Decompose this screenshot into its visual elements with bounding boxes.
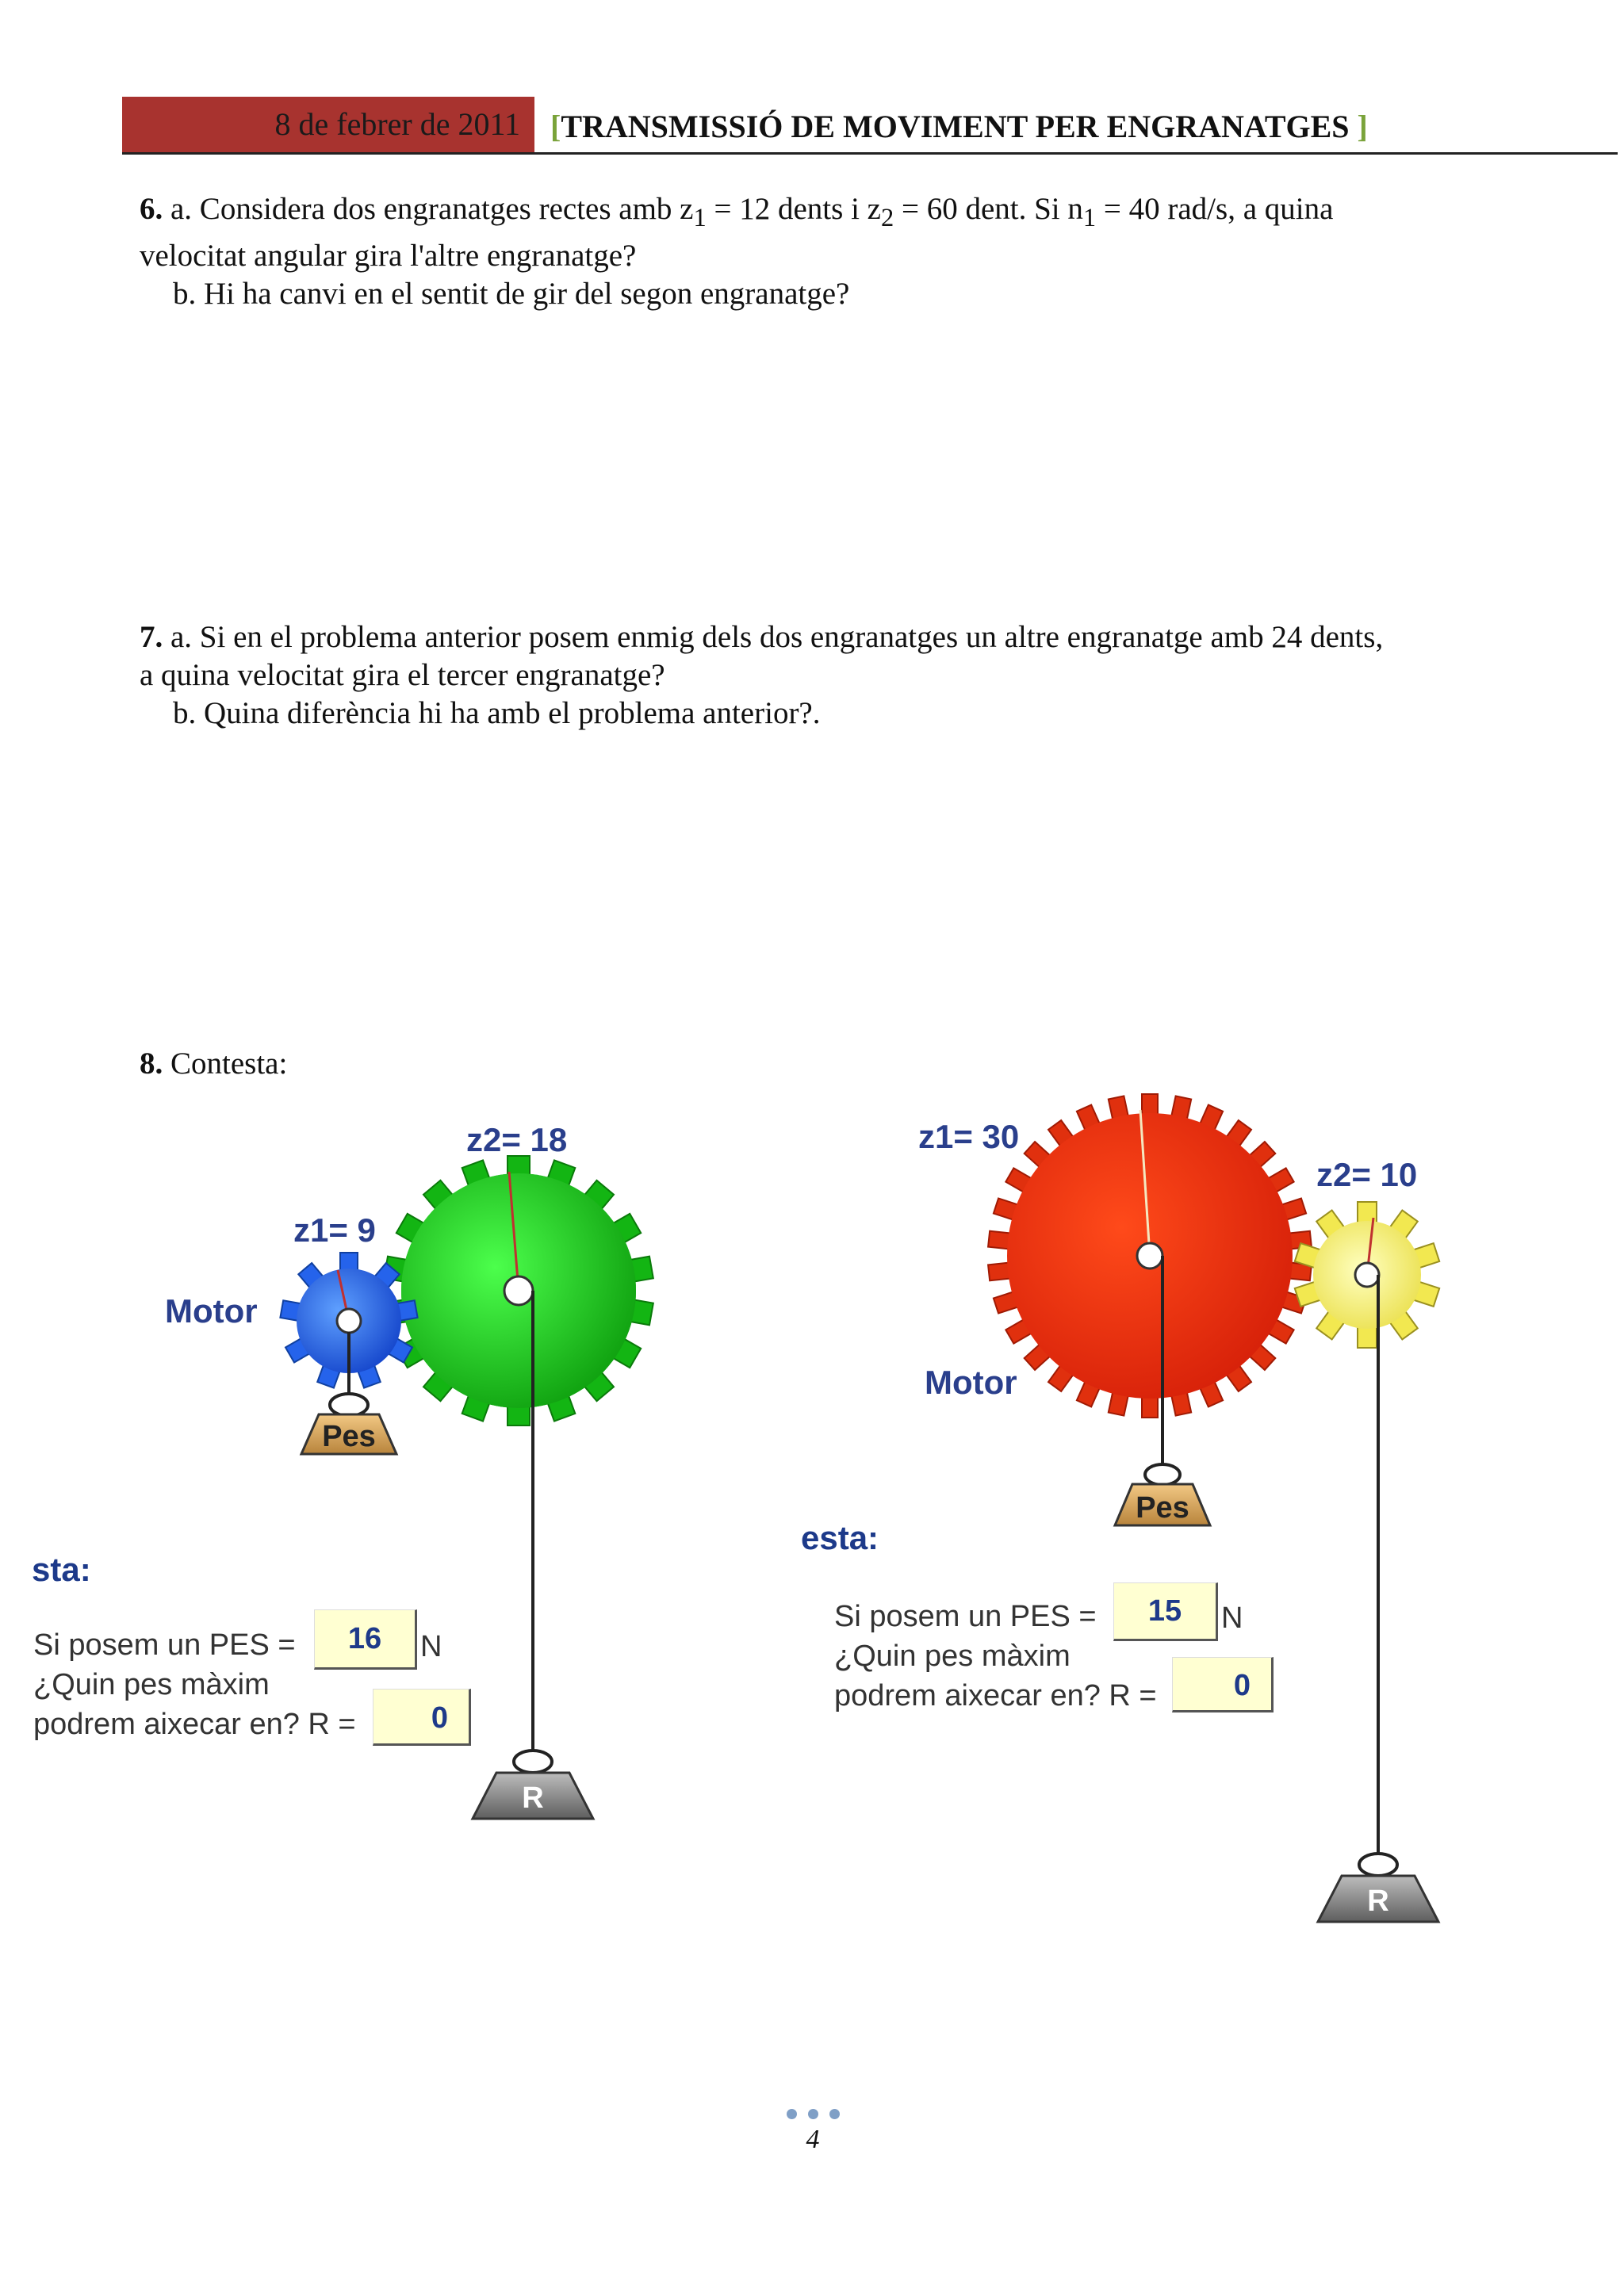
header-date: 8 de febrer de 2011 (122, 97, 534, 152)
left-section-label: sta: (32, 1551, 91, 1588)
left-unit: N (420, 1630, 442, 1663)
q6-sub-2: 2 (880, 203, 894, 232)
right-section-label: esta: (801, 1519, 879, 1556)
left-pes-line (33, 1625, 356, 1665)
left-gear-diagram (0, 1094, 714, 1871)
q7-text-a: a. Si en el problema anterior posem enmig dels dos engranatges un altre engranatge amb 24 dents, (163, 620, 1384, 654)
question-8 (140, 1045, 1519, 1083)
question-7-number: 7. (140, 620, 163, 654)
driver-gear-red (988, 1094, 1312, 1418)
q6-text-c: = 60 dent. Si n (894, 192, 1083, 226)
left-z1-label: z1= 9 (293, 1211, 376, 1249)
footer-dot (829, 2109, 840, 2119)
question-7-line-3: b. Quina diferència hi ha amb el problema anterior?. (173, 696, 821, 730)
footer-dot (787, 2109, 797, 2119)
right-gear-diagram (793, 1086, 1624, 1958)
right-form (834, 1597, 1157, 1716)
left-pes-text: Si posem un PES = (33, 1628, 296, 1662)
question-8-text: Contesta: (163, 1047, 288, 1081)
question-6 (140, 190, 1519, 313)
header-title (550, 101, 1368, 152)
driven-gear-yellow (1295, 1202, 1439, 1348)
q6-text-b: = 12 dents i z (706, 192, 881, 226)
right-pes-line (834, 1597, 1157, 1636)
page-number: 4 (806, 2125, 820, 2154)
right-r-input[interactable]: 0 (1172, 1657, 1274, 1712)
header-close-bracket: ] (1357, 109, 1368, 144)
question-7-line-1 (140, 618, 1519, 656)
question-6-number: 6. (140, 192, 163, 226)
left-pes-input[interactable]: 16 (314, 1609, 417, 1670)
right-z2-label: z2= 10 (1316, 1156, 1418, 1193)
header-title-text: TRANSMISSIÓ DE MOVIMENT PER ENGRANATGES (561, 109, 1350, 144)
right-question-line-2: podrem aixecar en? R = (834, 1679, 1157, 1712)
question-8-number: 8. (140, 1047, 163, 1081)
pes-label-left: Pes (322, 1420, 376, 1453)
driven-gear-green (384, 1156, 653, 1425)
header-rule (122, 152, 1618, 155)
left-r-input[interactable]: 0 (373, 1689, 471, 1746)
right-motor-label: Motor (925, 1364, 1017, 1401)
left-question-line-2: podrem aixecar en? R = (33, 1708, 356, 1741)
left-question-line-1: ¿Quin pes màxim (33, 1668, 270, 1701)
left-z2-label: z2= 18 (466, 1121, 568, 1158)
question-7 (140, 618, 1519, 733)
footer-dots (787, 2109, 851, 2123)
question-7-line-2: a quina velocitat gira el tercer engranatge? (140, 658, 665, 692)
pes-label-right: Pes (1136, 1491, 1189, 1525)
left-form (33, 1625, 356, 1744)
r-weight-right (1318, 1854, 1438, 1922)
r-label-left: R (522, 1781, 544, 1815)
right-z1-label: z1= 30 (918, 1118, 1020, 1155)
q6-text-a: a. Considera dos engranatges rectes amb z (163, 192, 694, 226)
question-6-line-2: velocitat angular gira l'altre engranatge? (140, 238, 637, 273)
right-pes-input[interactable]: 15 (1113, 1582, 1218, 1641)
left-motor-label: Motor (165, 1292, 258, 1330)
header-open-bracket: [ (550, 109, 561, 144)
r-label-right: R (1367, 1885, 1389, 1918)
right-pes-text: Si posem un PES = (834, 1600, 1097, 1633)
r-weight-left (473, 1751, 593, 1819)
question-6-line-3: b. Hi ha canvi en el sentit de gir del segon engranatge? (173, 276, 850, 311)
q6-sub-3: 1 (1082, 203, 1097, 232)
q6-sub-1: 1 (693, 203, 707, 232)
pes-weight-left (301, 1394, 396, 1454)
pes-weight-right (1115, 1464, 1210, 1525)
right-unit: N (1221, 1601, 1243, 1635)
footer-dot (808, 2109, 818, 2119)
right-question-line-1: ¿Quin pes màxim (834, 1640, 1071, 1673)
question-6-line-1 (140, 190, 1519, 237)
q6-text-d: = 40 rad/s, a quina (1096, 192, 1334, 226)
